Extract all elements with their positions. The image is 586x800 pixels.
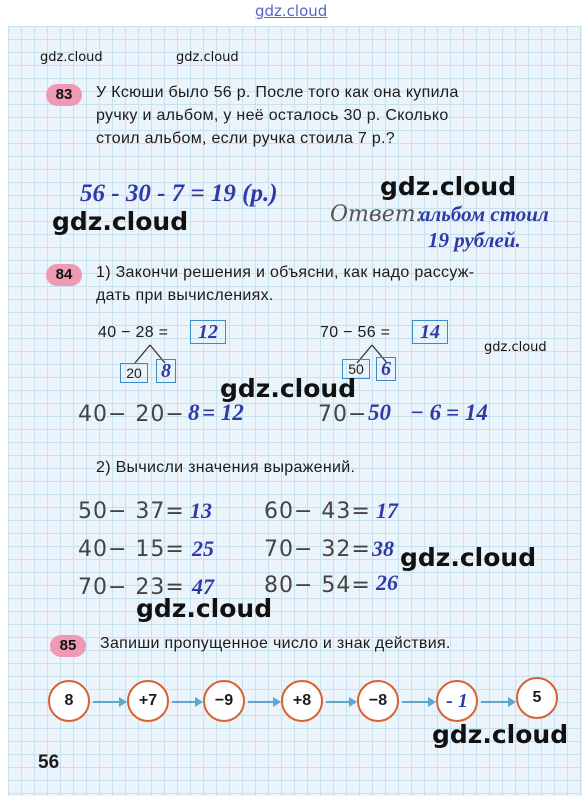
split-box: 6 (376, 357, 396, 381)
chain-circle (127, 680, 169, 722)
expression-answer: 25 (192, 536, 214, 561)
chain-circle (281, 680, 323, 722)
task-84-line-1: 1) Закончи решения и объясни, как надо рассуж- (96, 264, 475, 281)
chain-1-answer-a: 8 (188, 400, 200, 425)
answer-box: 14 (412, 320, 448, 344)
chain-circle (357, 680, 399, 722)
chain-1-answer-b: = 12 (202, 400, 244, 425)
task-83-line-3: стоил альбом, если ручка стоила 7 р.? (96, 130, 396, 147)
task-number-85: 85 (50, 635, 86, 657)
arrow (402, 701, 434, 703)
task-number-83: 83 (46, 84, 82, 106)
task-83-solution: 56 - 30 - 7 = 19 (р.) (80, 180, 278, 207)
expression-answer: 38 (372, 536, 394, 561)
watermark-top: gdz.cloud (255, 2, 328, 20)
task-84-part-2: 2) Вычисли значения выражений. (96, 459, 356, 476)
chain-value: −9 (214, 692, 234, 709)
chain-2-answer-b: − 6 (410, 400, 442, 425)
task-83-line-1: У Ксюши было 56 р. После того как она купила (96, 84, 459, 101)
chain-circle (516, 677, 558, 719)
watermark: gdz.cloud (400, 543, 537, 572)
chain-2-answer-c: = 14 (446, 400, 488, 425)
expression: 80− 54= (264, 573, 371, 598)
watermark: gdz.cloud (40, 50, 103, 65)
watermark: gdz.cloud (484, 340, 547, 355)
chain-value: 5 (532, 689, 542, 706)
chain-value: −8 (368, 692, 388, 709)
chain-value: - 1 (446, 689, 468, 712)
watermark: gdz.cloud (432, 720, 569, 749)
task-83-line-2: ручку и альбом, у неё осталось 30 р. Сколько (96, 107, 449, 124)
chain-2-printed: 70− (318, 402, 368, 427)
expression-answer: 47 (192, 574, 214, 599)
arrow (248, 701, 279, 703)
arrow (172, 701, 201, 703)
watermark: gdz.cloud (52, 207, 189, 236)
task-84-line-2: дать при вычислениях. (96, 287, 274, 304)
chain-1-printed: 40− 20− (78, 402, 185, 427)
chain-circle (203, 680, 245, 722)
chain-circle (436, 680, 478, 722)
split-box: 50 (342, 359, 370, 379)
task-83-answer-line-1: альбом стоил (420, 202, 549, 226)
arrow (481, 701, 514, 703)
watermark: gdz.cloud (176, 50, 239, 65)
page-number: 56 (38, 752, 60, 773)
answer-box: 12 (190, 320, 226, 344)
watermark: gdz.cloud (220, 374, 357, 403)
split-box: 8 (156, 359, 176, 383)
watermark: gdz.cloud (136, 594, 273, 623)
chain-value: +8 (292, 692, 312, 709)
arrow (326, 701, 355, 703)
task-84-example-2: 70 − 56 = (320, 324, 391, 341)
expression: 70− 23= (78, 575, 185, 600)
task-number-84: 84 (46, 264, 82, 286)
chain-2-answer-a: 50 (368, 400, 391, 425)
expression: 70− 32= (264, 537, 371, 562)
split-box: 20 (120, 363, 148, 383)
expression: 40− 15= (78, 537, 185, 562)
task-83-answer-line-2: 19 рублей. (428, 228, 521, 252)
expression-answer: 26 (376, 570, 398, 595)
expression: 60− 43= (264, 499, 371, 524)
task-84-example-1: 40 − 28 = (98, 324, 169, 341)
chain-value: +7 (138, 692, 158, 709)
expression-answer: 17 (376, 498, 398, 523)
task-85-text: Запиши пропущенное число и знак действия. (100, 635, 451, 652)
chain-value: 8 (64, 692, 74, 709)
arrow (93, 701, 125, 703)
watermark: gdz.cloud (380, 172, 517, 201)
expression: 50− 37= (78, 499, 185, 524)
chain-circle (48, 680, 90, 722)
task-83-answer-label: Ответ: (330, 202, 423, 227)
expression-answer: 13 (190, 498, 212, 523)
